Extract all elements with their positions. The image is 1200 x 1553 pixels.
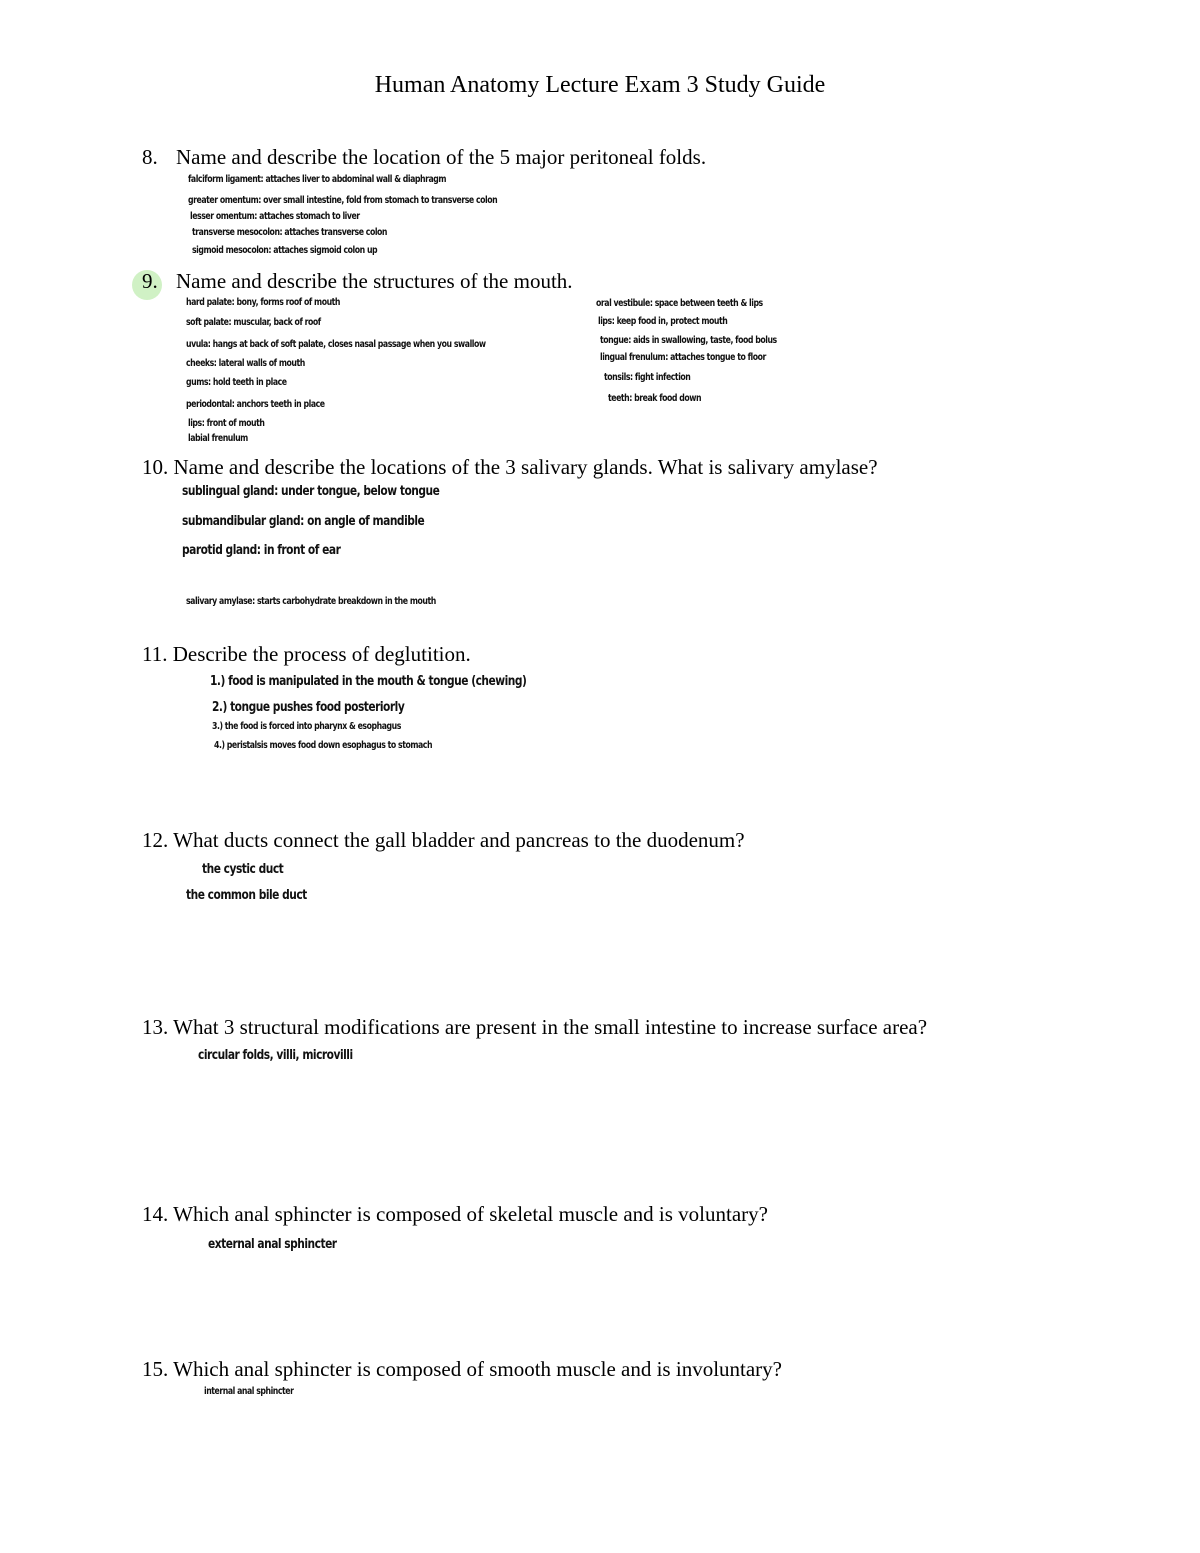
answer-line: sublingual gland: under tongue, below tongue: [182, 484, 440, 499]
question-11: [142, 642, 471, 667]
answer-line: soft palate: muscular, back of roof: [186, 317, 321, 328]
question-number: 10.: [142, 455, 169, 479]
answer-line: 3.) the food is forced into pharynx & esophagus: [212, 721, 401, 732]
answer-line: falciform ligament: attaches liver to abdominal wall & diaphragm: [188, 174, 447, 185]
question-number: 8.: [142, 145, 158, 169]
answer-line: lesser omentum: attaches stomach to liver: [190, 211, 360, 222]
answer-line: tonsils: fight infection: [604, 372, 691, 383]
question-number: 12.: [142, 828, 169, 852]
question-text: Name and describe the location of the 5 major peritoneal folds.: [176, 145, 707, 169]
answer-line: lips: front of mouth: [188, 418, 265, 429]
question-text: What 3 structural modifications are present in the small intestine to increase surface area?: [173, 1015, 928, 1039]
question-text: Which anal sphincter is composed of skeletal muscle and is voluntary?: [173, 1202, 768, 1226]
page-title: Human Anatomy Lecture Exam 3 Study Guide: [374, 72, 826, 98]
answer-line: salivary amylase: starts carbohydrate breakdown in the mouth: [186, 596, 436, 607]
question-number: 9.: [142, 269, 158, 293]
answer-line: lingual frenulum: attaches tongue to floor: [600, 352, 766, 363]
question-13: [142, 1015, 927, 1040]
answer-line: labial frenulum: [188, 433, 248, 444]
question-number: 11.: [142, 642, 168, 666]
answer-line: 4.) peristalsis moves food down esophagus to stomach: [214, 740, 433, 751]
answer-line: teeth: break food down: [608, 393, 702, 404]
answer-line: 1.) food is manipulated in the mouth & tongue (chewing): [210, 674, 527, 689]
answer-line: tongue: aids in swallowing, taste, food bolus: [600, 335, 777, 346]
answer-line: hard palate: bony, forms roof of mouth: [186, 297, 341, 308]
answer-line: the common bile duct: [186, 888, 307, 903]
question-15: [142, 1357, 782, 1382]
answer-line: greater omentum: over small intestine, fold from stomach to transverse colon: [188, 195, 498, 206]
answer-line: uvula: hangs at back of soft palate, closes nasal passage when you swallow: [186, 339, 486, 350]
answer-line: oral vestibule: space between teeth & lips: [596, 298, 763, 309]
question-text: Describe the process of deglutition.: [172, 642, 471, 666]
question-text: What ducts connect the gall bladder and pancreas to the duodenum?: [173, 828, 745, 852]
question-12: [142, 828, 745, 853]
question-8: [142, 145, 706, 170]
question-text: Name and describe the structures of the mouth.: [176, 269, 573, 293]
answer-line: transverse mesocolon: attaches transverse colon: [192, 227, 388, 238]
answer-line: submandibular gland: on angle of mandible: [182, 514, 425, 529]
answer-line: cheeks: lateral walls of mouth: [186, 358, 305, 369]
question-text: Name and describe the locations of the 3 salivary glands. What is salivary amylase?: [173, 455, 878, 479]
answer-line: parotid gland: in front of ear: [182, 543, 341, 558]
question-9: [142, 269, 573, 294]
answer-line: the cystic duct: [202, 862, 284, 877]
answer-line: lips: keep food in, protect mouth: [598, 316, 728, 327]
question-14: [142, 1202, 768, 1227]
question-number: 13.: [142, 1015, 169, 1039]
question-text: Which anal sphincter is composed of smooth muscle and is involuntary?: [173, 1357, 782, 1381]
answer-line: internal anal sphincter: [204, 1386, 294, 1397]
question-10: [142, 455, 878, 480]
answer-line: circular folds, villi, microvilli: [198, 1048, 353, 1063]
question-number: 14.: [142, 1202, 169, 1226]
answer-line: periodontal: anchors teeth in place: [186, 399, 325, 410]
answer-line: 2.) tongue pushes food posteriorly: [212, 700, 405, 715]
answer-line: gums: hold teeth in place: [186, 377, 287, 388]
answer-line: external anal sphincter: [208, 1237, 337, 1252]
answer-line: sigmoid mesocolon: attaches sigmoid colon up: [192, 245, 378, 256]
question-number: 15.: [142, 1357, 169, 1381]
